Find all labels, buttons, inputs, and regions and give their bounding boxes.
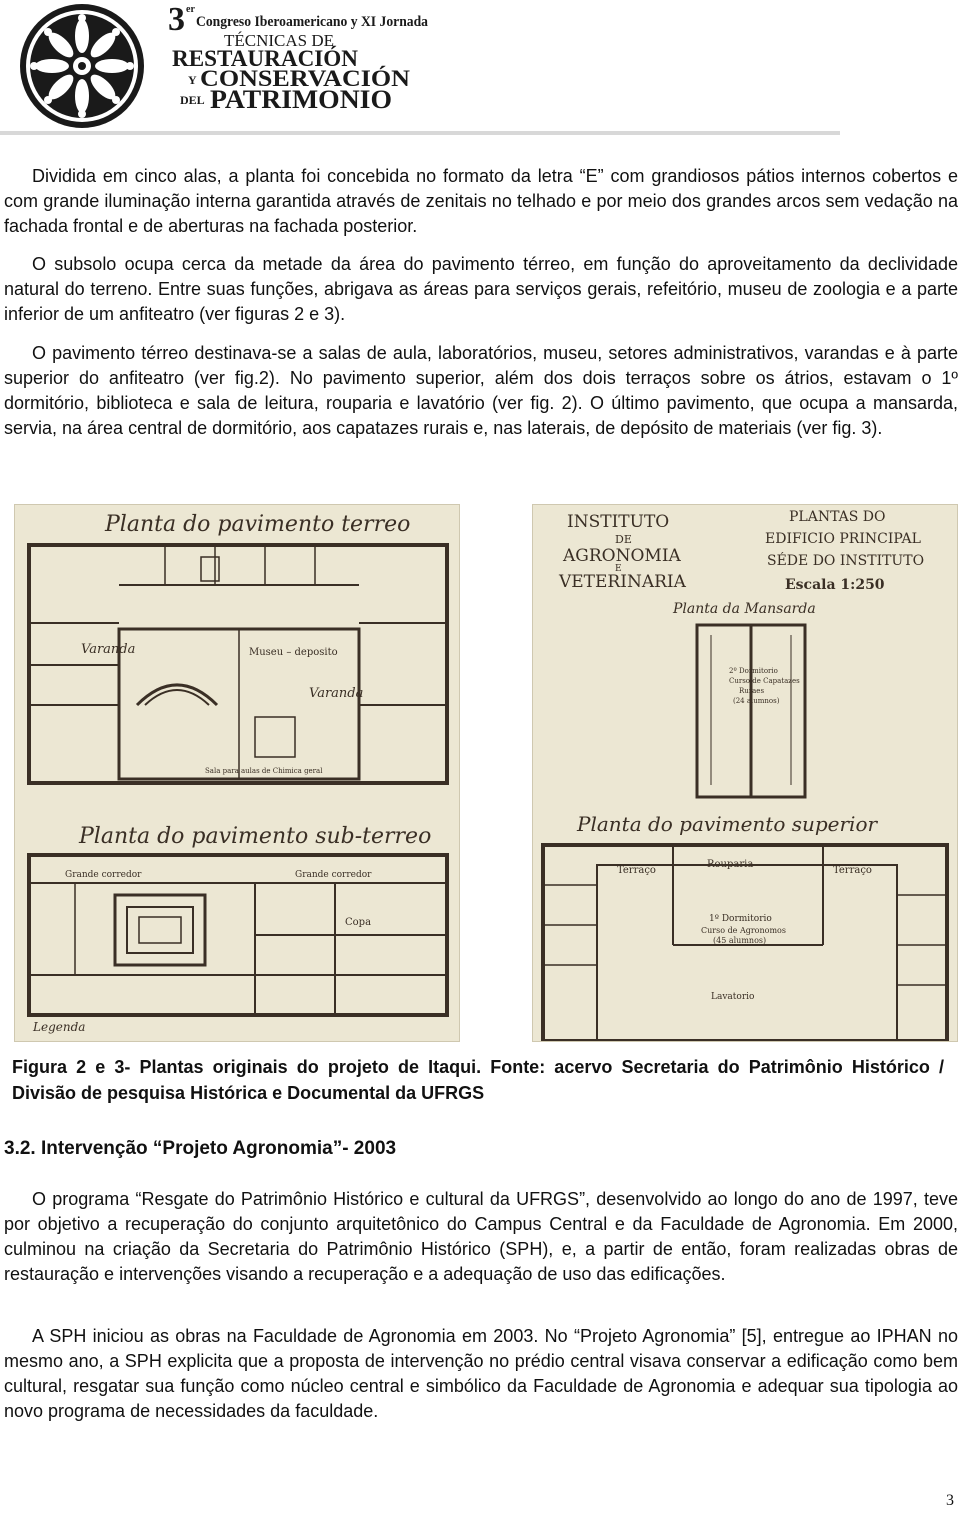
plan-plantas-line2: EDIFICIO PRINCIPAL (765, 531, 921, 547)
section-heading: 3.2. Intervenção “Projeto Agronomia”- 2003 (4, 1138, 397, 1159)
plan-plantas-line1: PLANTAS DO (789, 509, 886, 525)
plan-label-corredor-right: Grande corredor (295, 870, 372, 880)
logo-number: 3 (168, 1, 185, 38)
plan-label-varanda-left: Varanda (81, 642, 136, 657)
plan-label-copa: Copa (345, 917, 372, 928)
plan-dorm2-line1: 2º Dormitorio (729, 667, 778, 675)
header-rule (0, 131, 840, 135)
conference-logo-text (168, 0, 448, 120)
plan-dorm2-line2: Curso de Capatazes (729, 677, 800, 685)
page-header (0, 0, 960, 140)
paragraph-2: O subsolo ocupa cerca da metade da área do pavimento térreo, em função do aproveitamento da declividade natural do terreno. Entre suas funções, abrigava as áreas para serviços gerais, refeitório, museu de zoologia e a parte inferior de um anfiteatro (ver figuras 2 e 3). (4, 254, 958, 324)
plan-inst-line3: AGRONOMIA (563, 546, 681, 566)
plan-plantas-line3: SÉDE DO INSTITUTO (767, 553, 925, 569)
paragraph-3: O pavimento térreo destinava-se a salas de aula, laboratórios, museu, setores administrativos, varandas e à parte superior do anfiteatro (ver fig.2). No pavimento superior, além dos dois terraços sobre os átrios, estavam o 1º dormitório, biblioteca e sala de leitura, rouparia e lavatório (ver fig. 2). O último pavimento, que ocupa a mansarda, servia, na área central de dormitório, aos capatazes rurais e, nas laterais, de depósito de materiais (ver fig. 3). (4, 343, 958, 438)
section-paragraph-1: O programa “Resgate do Patrimônio Histórico e cultural da UFRGS”, desenvolvido ao longo do ano de 1997, teve por objetivo a recuperação do conjunto arquitetônico do Campus Central e da Faculdade de Agronomia. Em 2000, culminou na criação da Secretaria do Patrimônio Histórico (SPH), e, a partir de então, foram realizadas obras de restauração e intervenções visando a recuperação e a adequação de uso das edificações. (4, 1189, 958, 1284)
plan-label-legenda: Legenda (33, 1020, 86, 1034)
paragraph-1: Dividida em cinco alas, a planta foi concebida no formato da letra “E” com grandiosos pátios internos cobertos e com grande iluminação interna garantida através de zenitais no telhado e por meio dos grandes arcos sem vedação na fachada frontal e de aberturas na fachada posterior. (4, 166, 958, 236)
floor-plan-mansard-and-upper (532, 504, 958, 1042)
section-paragraph-2: A SPH iniciou as obras na Faculdade de Agronomia em 2003. No “Projeto Agronomia” [5], entregue ao IPHAN no mesmo ano, a SPH explicita que a proposta de intervenção no prédio central visava conservar a edificação como bem cultural, resgatar sua função como núcleo central e simbólico da Faculdade de Agronomia e adequar sua tipologia ao novo programa de necessidades da faculdade. (4, 1326, 958, 1421)
logo-line-restauracion: RESTAURACIÓN (172, 46, 357, 71)
logo-line-conservacion: CONSERVACIÓN (200, 66, 386, 91)
plan-inst-line1: INSTITUTO (567, 512, 670, 532)
plan-escala: Escala 1:250 (785, 577, 885, 593)
floor-plan-left-drawing (15, 505, 459, 1041)
plan-title-basement: Planta do pavimento sub-terreo (79, 824, 432, 849)
plan-title-ground: Planta do pavimento terreo (105, 512, 411, 537)
plan-label-corredor-left: Grande corredor (65, 870, 142, 880)
plan-rouparia: Rouparia (707, 859, 754, 870)
plan-dorm1-line2: Curso de Agronomos (701, 926, 786, 935)
plan-dorm2-line3: Ruraes (739, 687, 765, 695)
floor-plan-right-drawing (533, 505, 957, 1041)
floor-plan-ground-and-basement (14, 504, 460, 1042)
rose-window-logo-icon (8, 2, 156, 130)
plan-dorm1-line3: (45 alumnos) (713, 936, 767, 945)
page-number: 3 (946, 1492, 954, 1509)
plan-mansarda-title: Planta da Mansarda (673, 601, 816, 617)
plan-inst-line5: VETERINARIA (559, 572, 686, 592)
plan-superior-title: Planta do pavimento superior (577, 812, 878, 836)
figure-caption: Figura 2 e 3- Plantas originais do projeto de Itaqui. Fonte: acervo Secretaria do Patrimônio Histórico / Divisão de pesquisa Histórica e Documental da UFRGS (12, 1057, 944, 1103)
logo-line-congreso: Congreso Iberoamericano y XI Jornada (196, 14, 429, 30)
plan-inst-line4: E (615, 564, 622, 574)
plan-lavatorio: Lavatorio (711, 992, 755, 1002)
plan-inst-line2: DE (615, 533, 632, 546)
plan-terraco-right: Terraço (833, 865, 872, 876)
plan-dorm1-line1: 1º Dormitorio (709, 914, 772, 924)
plan-label-sala: Sala para aulas de Chimica geral (205, 767, 323, 775)
plan-terraco-left: Terraço (617, 865, 656, 876)
logo-line-tecnicas: TÉCNICAS DE (224, 31, 335, 50)
logo-superscript: er (186, 4, 195, 15)
logo-line-y: Y (188, 73, 197, 87)
plan-dorm2-line4: (24 alumnos) (733, 697, 780, 705)
plan-label-museu: Museu – deposito (249, 647, 338, 658)
logo-line-del: DEL (180, 93, 205, 107)
plan-label-varanda-right: Varanda (309, 686, 364, 701)
logo-line-patrimonio: PATRIMONIO (210, 85, 392, 114)
